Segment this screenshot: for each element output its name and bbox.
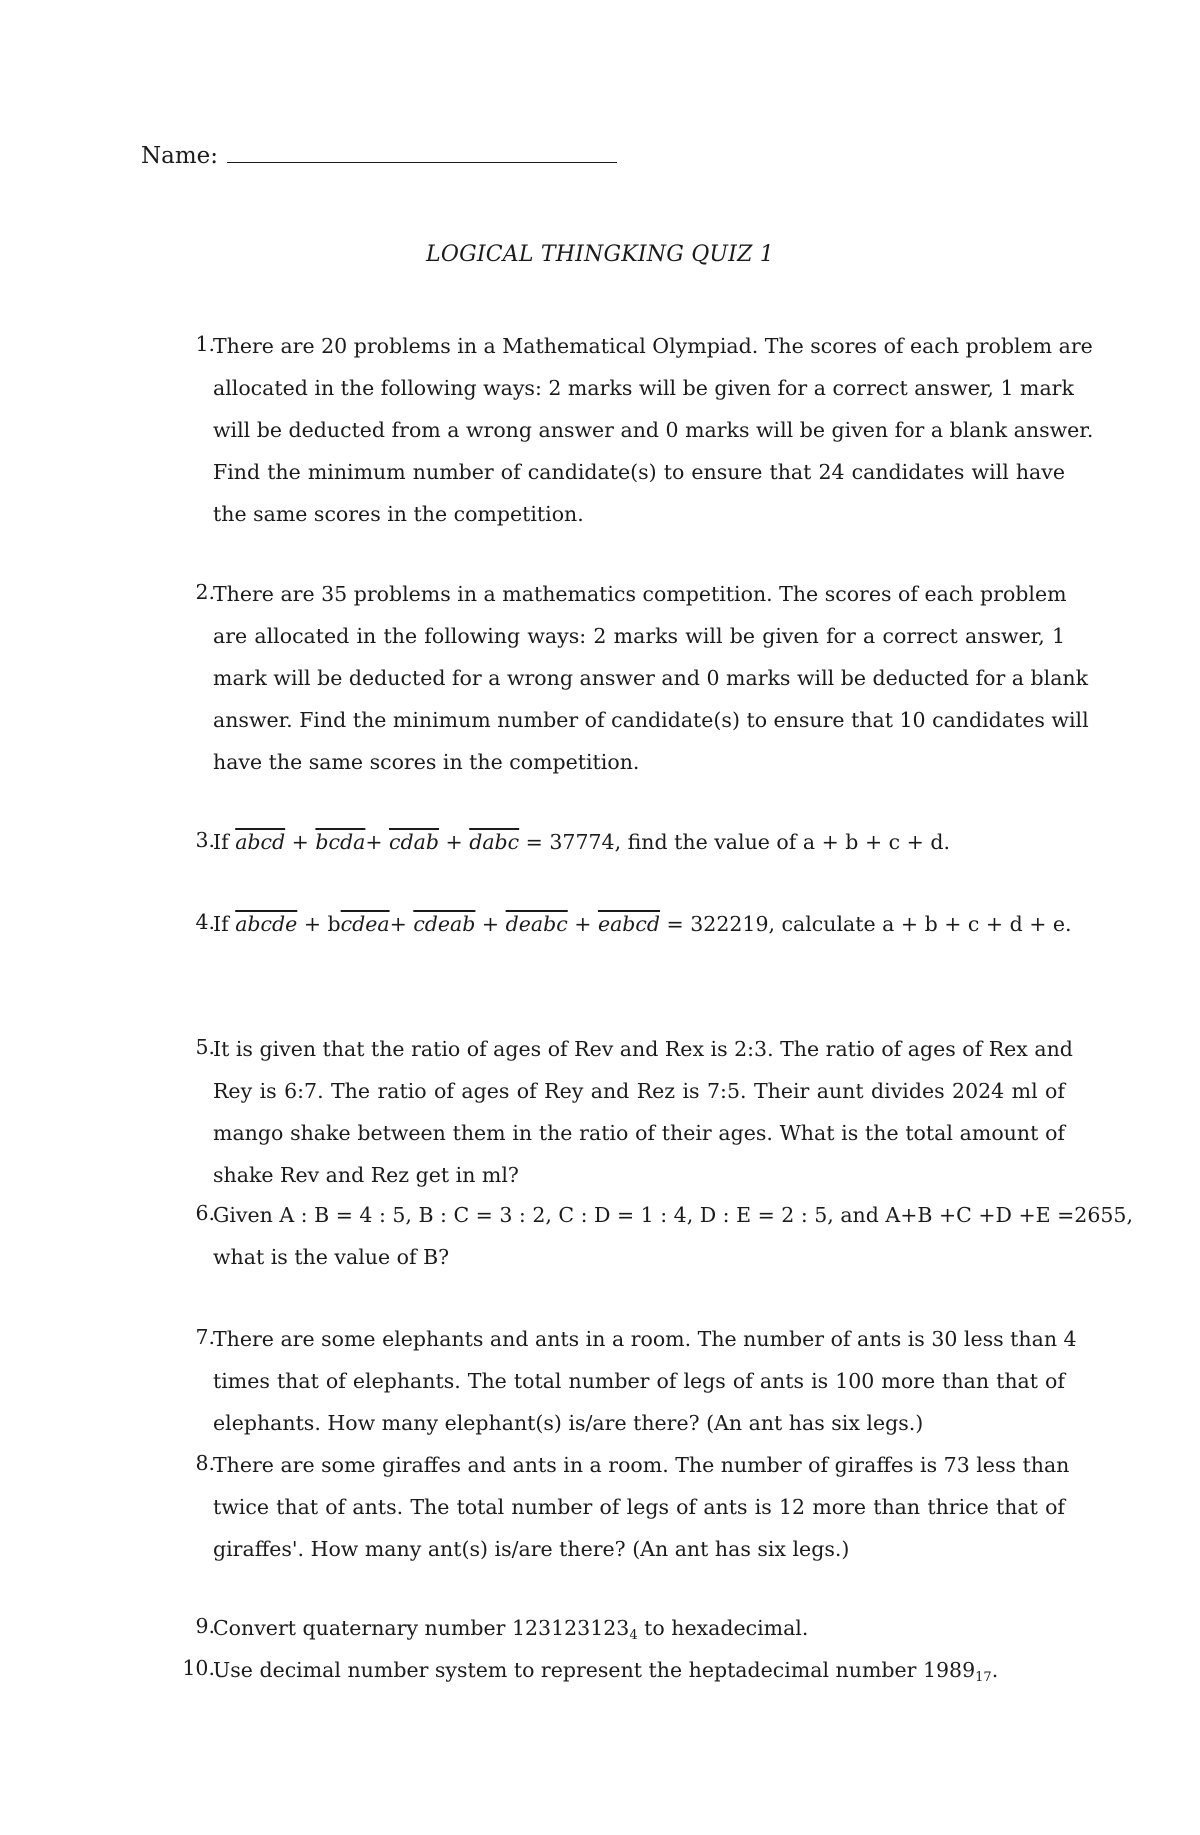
question-line: There are some elephants and ants in a room. The number of ants is 30 less than 4 (213, 1327, 1077, 1351)
base-subscript: 17 (975, 1670, 992, 1685)
question-number: 2. (195, 580, 215, 604)
name-label: Name: (141, 143, 219, 169)
question-line: elephants. How many elephant(s) is/are there? (An ant has six legs.) (213, 1411, 924, 1435)
operator: + (389, 912, 414, 936)
operator: + (365, 830, 390, 854)
question-line: what is the value of B? (213, 1245, 450, 1269)
question-line: twice that of ants. The total number of legs of ants is 12 more than thrice that of (213, 1495, 1065, 1519)
operator: + (438, 830, 470, 854)
operator: + (285, 830, 316, 854)
question-number: 1. (195, 332, 215, 356)
question-text: Convert quaternary number 123123123 (213, 1616, 630, 1640)
question-line: Find the minimum number of candidate(s) to ensure that 24 candidates will have (213, 460, 1065, 484)
question-line: It is given that the ratio of ages of Rev and Rex is 2:3. The ratio of ages of Rex and (213, 1037, 1073, 1061)
question-number: 9. (195, 1614, 215, 1638)
question-line (213, 910, 1072, 938)
question-line (213, 1656, 998, 1692)
overlined-number: deabc (505, 912, 568, 936)
question-number: 8. (195, 1451, 215, 1475)
question-line (213, 1614, 808, 1650)
question-line: allocated in the following ways: 2 marks will be given for a correct answer, 1 mark (213, 376, 1074, 400)
overlined-number: cdeab (413, 912, 476, 936)
question-tail: . (991, 1658, 999, 1682)
question-line: Given A : B = 4 : 5, B : C = 3 : 2, C : D = 1 : 4, D : E = 2 : 5, and A+B +C +D +E =2655, (213, 1203, 1133, 1227)
overlined-number: cdea (340, 912, 390, 936)
question-line: have the same scores in the competition. (213, 750, 640, 774)
overlined-number: bcda (315, 830, 366, 854)
question-line (213, 828, 950, 856)
question-text: Use decimal number system to represent the heptadecimal number 1989 (213, 1658, 976, 1682)
question-line: answer. Find the minimum number of candidate(s) to ensure that 10 candidates will (213, 708, 1089, 732)
text-prefix: If (213, 912, 236, 936)
question-number: 4. (195, 910, 215, 934)
question-tail: to hexadecimal. (637, 1616, 809, 1640)
overlined-number: dabc (469, 830, 520, 854)
overlined-number: cdab (389, 830, 439, 854)
question-line: Rey is 6:7. The ratio of ages of Rey and Rez is 7:5. Their aunt divides 2024 ml of (213, 1079, 1065, 1103)
quiz-title: LOGICAL THINGKING QUIZ 1 (426, 242, 774, 267)
name-field (141, 142, 617, 169)
operator: + (567, 912, 598, 936)
base-subscript: 4 (629, 1628, 638, 1643)
question-number: 5. (195, 1035, 215, 1059)
question-line: the same scores in the competition. (213, 502, 584, 526)
overlined-number: abcde (235, 912, 298, 936)
question-line: There are 35 problems in a mathematics competition. The scores of each problem (213, 582, 1067, 606)
question-line: times that of elephants. The total number of legs of ants is 100 more than that of (213, 1369, 1065, 1393)
question-number: 6. (195, 1201, 215, 1225)
overlined-number: eabcd (597, 912, 661, 936)
question-line: mango shake between them in the ratio of their ages. What is the total amount of (213, 1121, 1065, 1145)
text-suffix: = 322219, calculate a + b + c + d + e. (660, 912, 1072, 936)
question-line: giraffes'. How many ant(s) is/are there? (An ant has six legs.) (213, 1537, 850, 1561)
question-line: will be deducted from a wrong answer and 0 marks will be given for a blank answer. (213, 418, 1094, 442)
text-suffix: = 37774, find the value of a + b + c + d. (519, 830, 950, 854)
question-number: 3. (195, 828, 215, 852)
overlined-number: abcd (235, 830, 286, 854)
operator: + (475, 912, 506, 936)
question-line: There are some giraffes and ants in a room. The number of giraffes is 73 less than (213, 1453, 1070, 1477)
question-number: 7. (195, 1325, 215, 1349)
question-line: There are 20 problems in a Mathematical Olympiad. The scores of each problem are (213, 334, 1093, 358)
question-line: shake Rev and Rez get in ml? (213, 1163, 519, 1187)
question-number: 10. (182, 1656, 215, 1680)
operator: + b (297, 912, 341, 936)
question-line: mark will be deducted for a wrong answer and 0 marks will be deducted for a blank (213, 666, 1089, 690)
question-line: are allocated in the following ways: 2 marks will be given for a correct answer, 1 (213, 624, 1065, 648)
text-prefix: If (213, 830, 236, 854)
name-blank-line (227, 142, 617, 163)
